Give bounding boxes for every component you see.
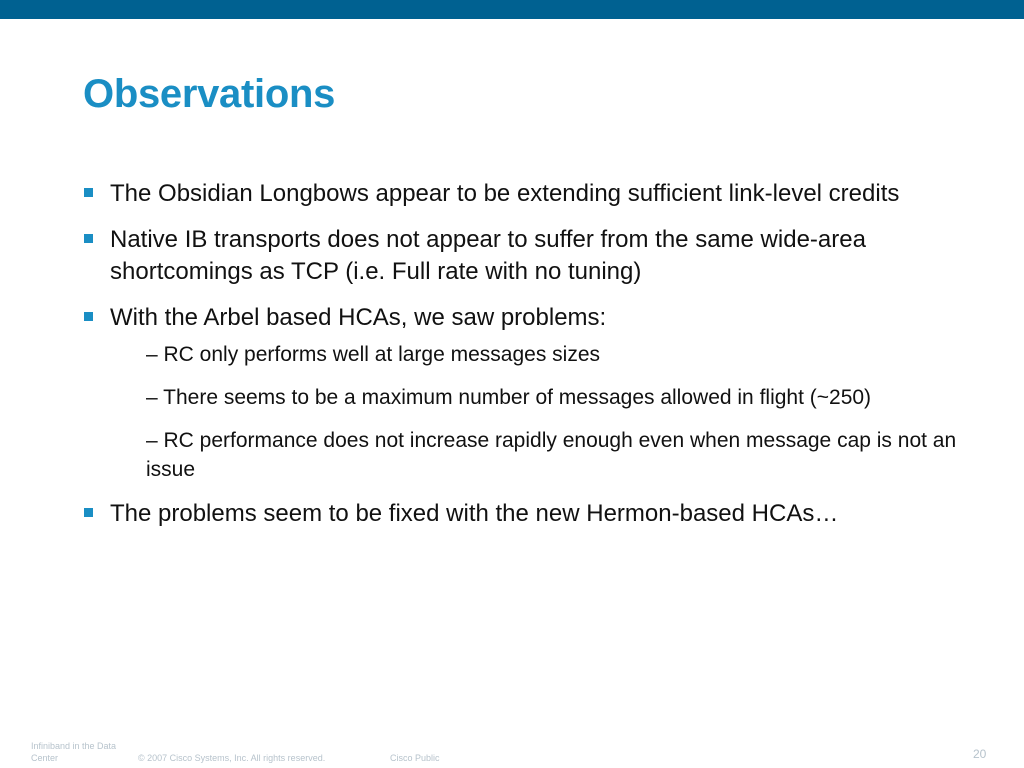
- bullet-item-4: [84, 498, 964, 530]
- bullet-text: Native IB transports does not appear to suffer from the same wide-area shortcomings as TCP (i.e. Full rate with no tuning): [110, 226, 866, 285]
- sub-bullet-item: – RC only performs well at large messages sizes: [146, 343, 601, 366]
- sub-bullet-list: [84, 340, 964, 484]
- sub-bullet-item: – RC performance does not increase rapidly enough even when message cap is not an issue: [146, 429, 957, 481]
- bullet-text: The Obsidian Longbows appear to be extending sufficient link-level credits: [110, 180, 900, 207]
- sub-bullet-item: – There seems to be a maximum number of messages allowed in flight (~250): [146, 386, 872, 409]
- footer-classification: Cisco Public: [390, 753, 440, 763]
- bullet-item-3: [84, 302, 964, 334]
- footer-copyright: © 2007 Cisco Systems, Inc. All rights reserved.: [138, 753, 326, 763]
- square-bullet-icon: [84, 508, 93, 517]
- footer-course-title: Infiniband in the Data Center: [31, 741, 117, 763]
- square-bullet-icon: [84, 234, 93, 243]
- slide-title: Observations: [83, 72, 336, 116]
- bullet-text: The problems seem to be fixed with the new Hermon-based HCAs…: [110, 500, 839, 527]
- slide-page-number: 20: [973, 747, 987, 761]
- square-bullet-icon: [84, 312, 93, 321]
- bullet-text: With the Arbel based HCAs, we saw problems:: [110, 304, 607, 331]
- bullet-item-2: [84, 224, 964, 288]
- top-band: [0, 0, 1024, 19]
- bullet-item-1: [84, 178, 964, 210]
- slide-content: [84, 178, 964, 544]
- square-bullet-icon: [84, 188, 93, 197]
